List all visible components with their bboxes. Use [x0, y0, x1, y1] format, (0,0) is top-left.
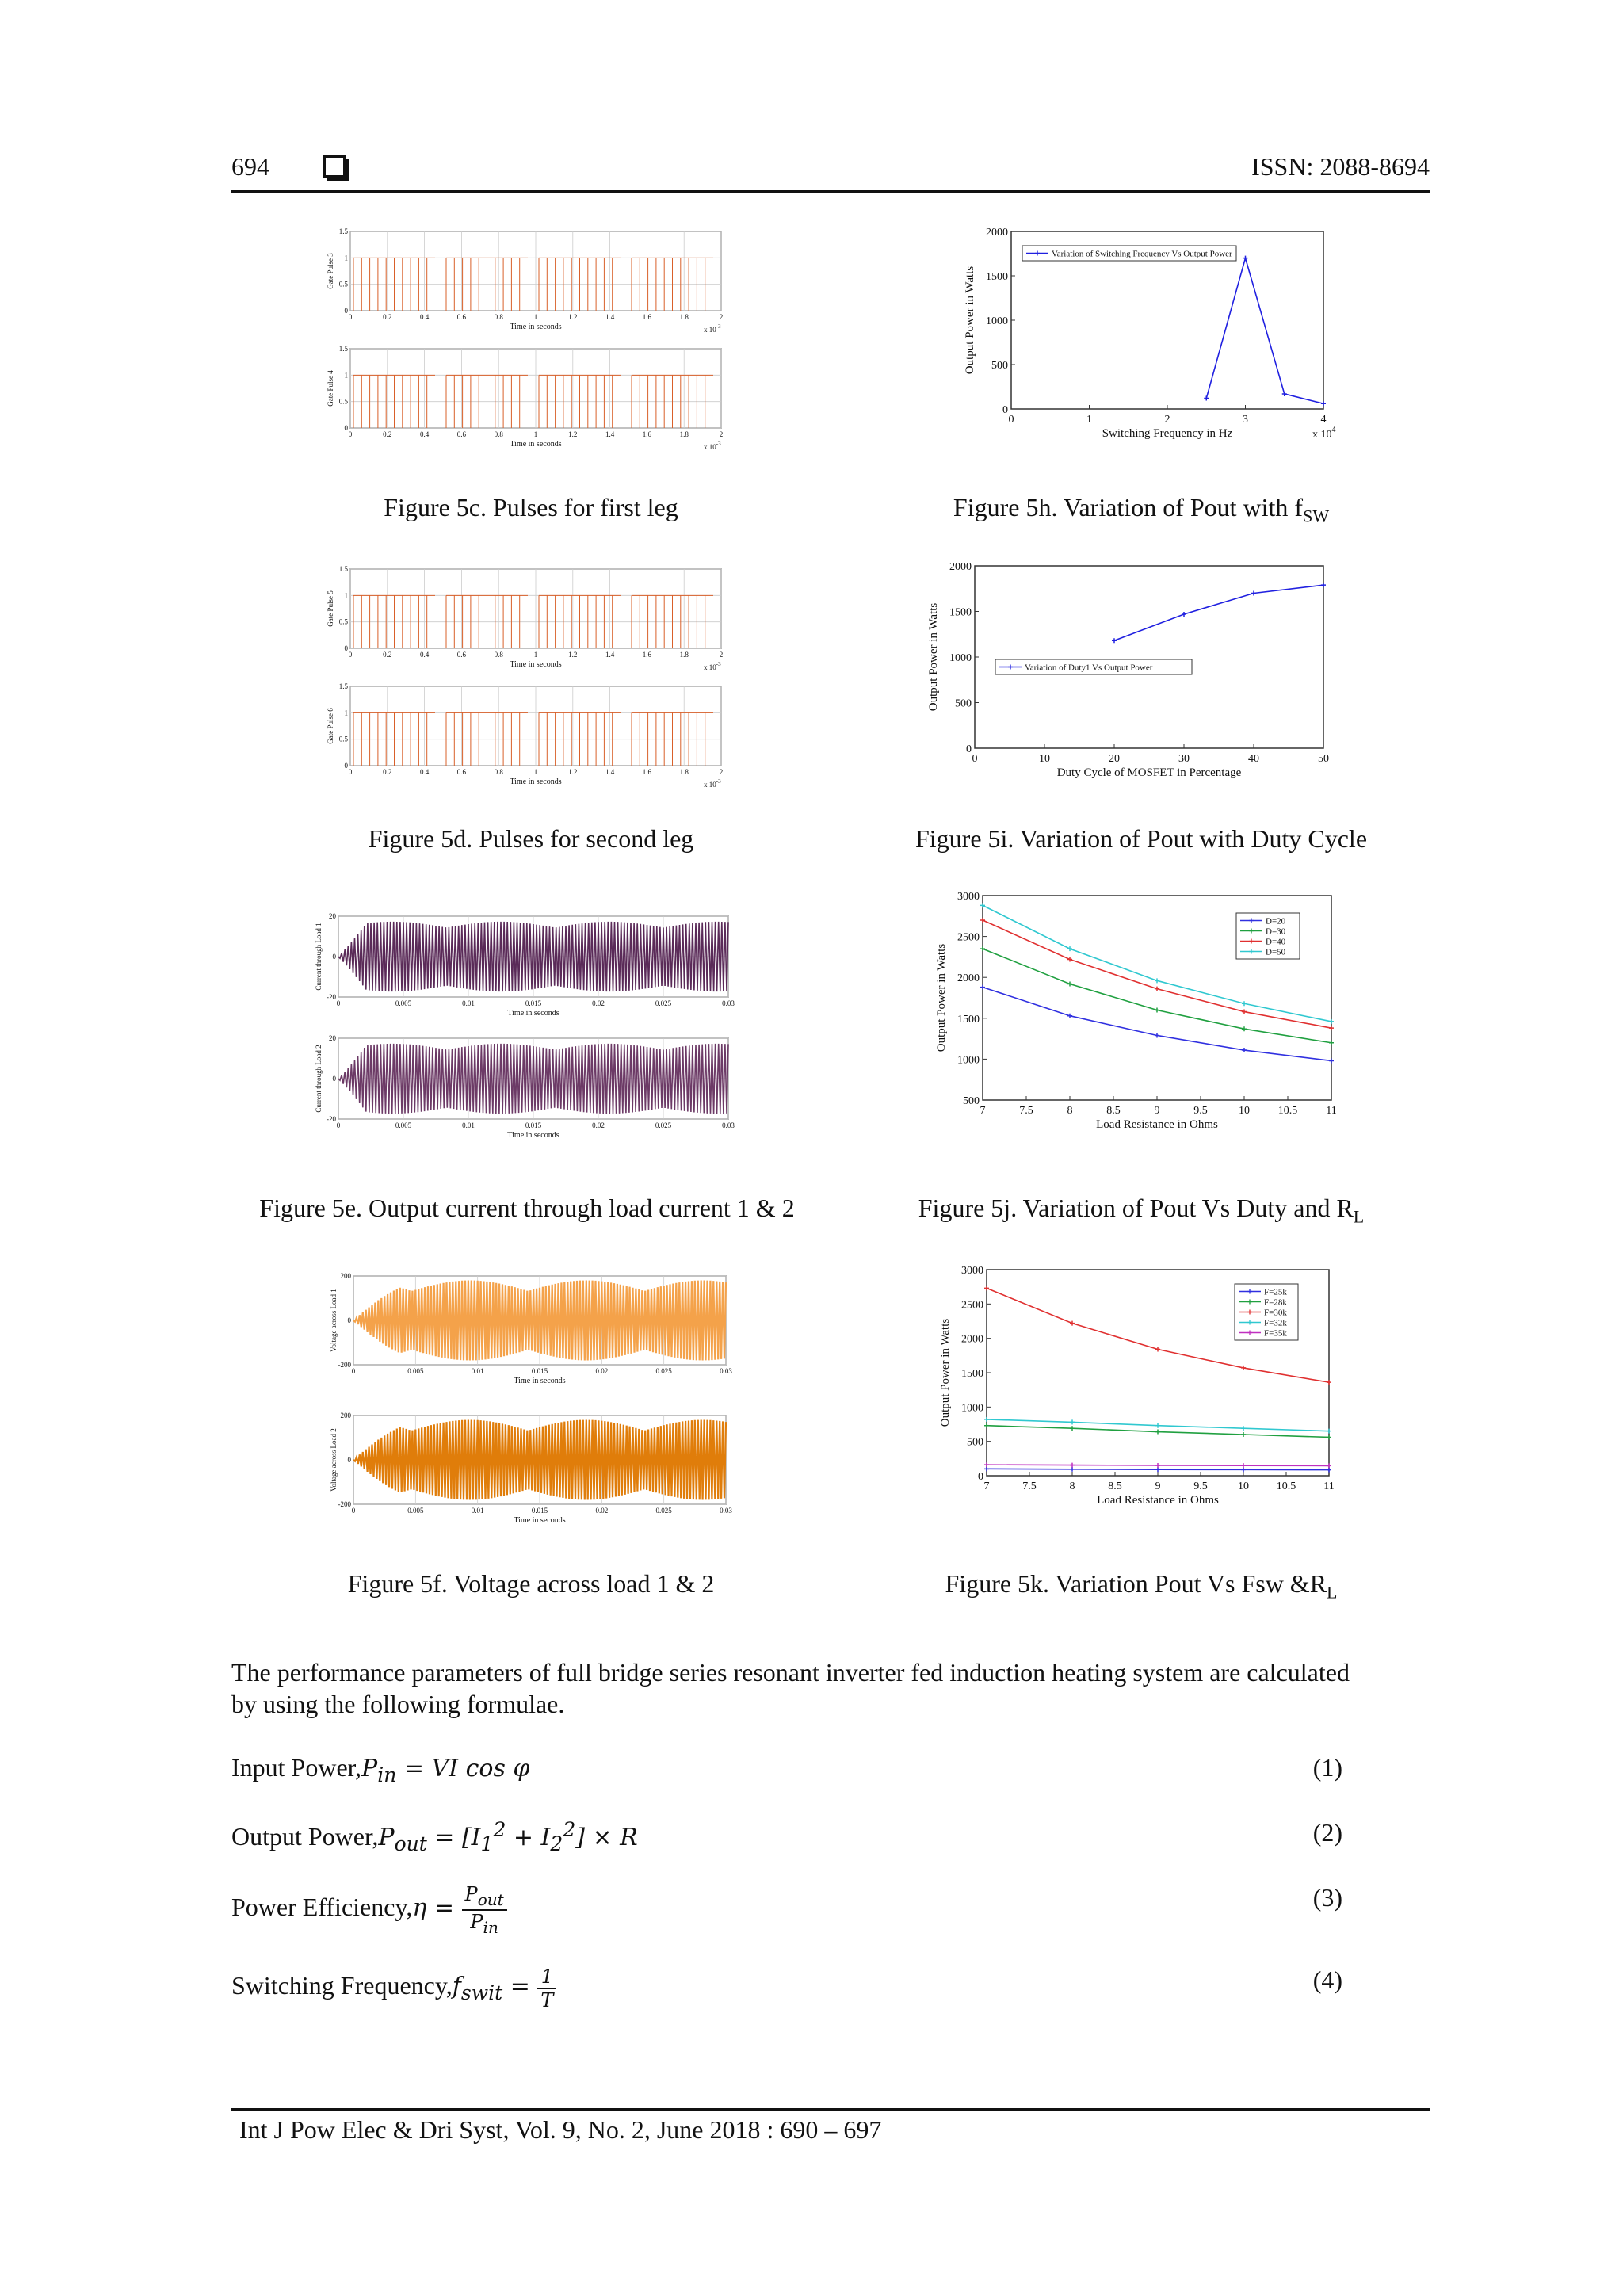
chart-5k [927, 1260, 1355, 1522]
caption-5j [880, 1194, 1403, 1227]
x-tick-label: 0 [348, 430, 353, 438]
y-tick-label: 2000 [986, 227, 1008, 239]
x-tick-label: 0.2 [383, 768, 392, 776]
caption-5h [903, 493, 1379, 526]
x-tick-label: 50 [1318, 753, 1329, 765]
x-tick-label: 0 [972, 753, 978, 765]
legend-label: F=28k [1264, 1297, 1287, 1308]
caption-5f: Figure 5f. Voltage across load 1 & 2 [347, 1569, 715, 1598]
x-tick-label: 0.025 [655, 999, 672, 1007]
x-tick-label: 9.5 [1193, 1480, 1208, 1492]
x-tick-label: 0.8 [494, 768, 503, 776]
x-tick-label: 1 [533, 313, 538, 321]
y-tick-label: 0 [332, 953, 336, 961]
legend-label: D=20 [1266, 916, 1286, 926]
y-axis-label: Gate Pulse 4 [327, 370, 334, 407]
caption-5j-sub: L [1353, 1206, 1365, 1227]
x-tick-label: 1.4 [605, 768, 615, 776]
x-tick-label: 0.02 [592, 999, 605, 1007]
equation-3-fraction: $\frac{P_{out}}{P_{in}}$ [462, 1883, 507, 1937]
page-header [231, 152, 1430, 193]
caption-5k-main: Figure 5k. Variation Pout Vs Fsw &R [945, 1569, 1327, 1598]
x-tick-label: 1.4 [605, 430, 615, 438]
equation-1 [231, 1753, 1342, 1786]
figure-5j [927, 886, 1355, 1140]
y-tick-label: 1.5 [338, 565, 348, 573]
y-tick-label: 1500 [957, 1013, 980, 1026]
y-axis-label: Output Power in Watts [964, 266, 976, 375]
x-tick-label: 0.6 [456, 651, 467, 659]
equation-2-label: Output Power, [231, 1822, 379, 1851]
y-tick-label: 1 [344, 709, 348, 717]
figure-5e [313, 888, 741, 1149]
x-tick-label: 0.005 [407, 1507, 424, 1515]
y-axis-label: Gate Pulse 6 [327, 708, 334, 744]
x-axis-label: Time in seconds [514, 1516, 566, 1525]
x-tick-label: 30 [1178, 753, 1190, 765]
y-tick-label: 200 [340, 1272, 351, 1280]
x-tick-label: 0.02 [592, 1121, 605, 1129]
x-tick-label: 0.015 [531, 1367, 548, 1375]
x-tick-label: 0 [351, 1507, 356, 1515]
y-tick-label: 0 [344, 762, 348, 770]
y-tick-label: 2000 [957, 972, 980, 985]
equation-4-fraction: $\frac{1}{T}$ [537, 1966, 556, 2011]
y-axis-label: Current through Load 2 [315, 1045, 323, 1113]
y-tick-label: 3000 [961, 1265, 983, 1277]
x-multiplier: x $10^{-3}$ [704, 778, 721, 789]
y-tick-label: 0.5 [338, 280, 348, 288]
equation-4-number: (4) [1312, 1966, 1342, 1994]
x-tick-label: 0 [351, 1367, 356, 1375]
x-tick-label: 1.2 [568, 768, 578, 776]
y-tick-label: 500 [955, 697, 972, 710]
x-tick-label: 4 [1320, 414, 1327, 426]
x-tick-label: 1.8 [679, 768, 689, 776]
equation-4-formula: $f_{swit}$ = [452, 1973, 538, 2005]
y-tick-label: 2000 [949, 561, 972, 573]
issn: ISSN: 2088-8694 [1251, 152, 1430, 181]
x-tick-label: 0.4 [419, 651, 430, 659]
x-tick-label: 7.5 [1022, 1480, 1037, 1492]
body-paragraph: The performance parameters of full bridge series resonant inverter fed induction heating system are calculated by using the following formulae. [231, 1658, 1350, 1718]
x-tick-label: 0.015 [525, 1121, 542, 1129]
y-tick-label: 500 [967, 1436, 983, 1449]
x-tick-label: 10 [1039, 753, 1050, 765]
figure-5k [927, 1260, 1355, 1522]
y-tick-label: 0.5 [338, 397, 348, 406]
equation-2-number: (2) [1312, 1818, 1342, 1847]
y-tick-label: 1 [344, 254, 348, 262]
equation-1-label: Input Power, [231, 1753, 362, 1782]
y-tick-label: 500 [963, 1095, 980, 1107]
equation-1-number: (1) [1312, 1753, 1342, 1782]
x-tick-label: 0.025 [655, 1507, 672, 1515]
x-tick-label: 0.6 [456, 768, 467, 776]
y-tick-label: 0 [344, 424, 348, 432]
x-tick-label: 1.4 [605, 651, 615, 659]
page-number: 694 [231, 152, 269, 181]
figure-5c [325, 223, 737, 461]
y-axis-label: Output Power in Watts [935, 943, 948, 1052]
y-tick-label: 1.5 [338, 682, 348, 690]
x-axis-label: Time in seconds [510, 323, 562, 331]
legend-label: D=30 [1266, 926, 1286, 937]
x-tick-label: 0.005 [395, 999, 412, 1007]
x-tick-label: 3 [1243, 414, 1248, 426]
y-tick-label: 3000 [957, 891, 980, 903]
x-multiplier: x $10^4$ [1312, 426, 1336, 441]
x-tick-label: 1.6 [642, 651, 652, 659]
y-tick-label: 20 [329, 912, 336, 920]
x-tick-label: 2 [1164, 414, 1170, 426]
x-tick-label: 0.03 [720, 1367, 732, 1375]
caption-5c: Figure 5c. Pulses for first leg [384, 493, 678, 521]
y-tick-label: 1500 [961, 1368, 983, 1380]
y-axis-label: Current through Load 1 [315, 923, 323, 991]
figure-5f [325, 1268, 737, 1530]
y-axis-label: Voltage across Load 2 [330, 1428, 338, 1492]
y-axis-label: Output Power in Watts [939, 1318, 952, 1427]
x-tick-label: 0.6 [456, 313, 467, 321]
x-tick-label: 1.6 [642, 313, 652, 321]
figure-5d-plot [325, 561, 737, 799]
x-tick-label: 0.01 [471, 1507, 484, 1515]
y-tick-label: 200 [340, 1412, 351, 1419]
x-tick-label: 1 [533, 430, 538, 438]
figure-5c-plot [325, 223, 737, 461]
y-tick-label: -20 [327, 1115, 336, 1123]
x-tick-label: 0.02 [595, 1507, 609, 1515]
x-tick-label: 0.015 [525, 999, 542, 1007]
legend-label: D=50 [1266, 947, 1286, 957]
x-axis-label: Time in seconds [507, 1131, 559, 1140]
x-tick-label: 0.2 [383, 651, 392, 659]
y-tick-label: 0 [332, 1075, 336, 1083]
x-tick-label: 0 [348, 651, 353, 659]
x-axis-label: Time in seconds [510, 777, 562, 786]
y-tick-label: 0 [344, 307, 348, 315]
x-tick-label: 1 [1086, 414, 1092, 426]
x-tick-label: 0.005 [395, 1121, 412, 1129]
y-axis-label: Gate Pulse 3 [327, 253, 334, 289]
figure-5f-plot [325, 1268, 737, 1530]
legend-label: Variation of Switching Frequency Vs Output Power [1052, 249, 1232, 259]
x-tick-label: 0 [336, 999, 341, 1007]
y-tick-label: 1 [344, 591, 348, 600]
x-tick-label: 7 [983, 1480, 990, 1492]
figure-5e-plot [313, 888, 741, 1149]
x-tick-label: 1.4 [605, 313, 615, 321]
x-tick-label: 0.2 [383, 430, 392, 438]
x-tick-label: 1.2 [568, 313, 578, 321]
legend-label: Variation of Duty1 Vs Output Power [1025, 663, 1153, 673]
x-tick-label: 1.8 [679, 313, 689, 321]
x-multiplier: x $10^{-3}$ [704, 323, 721, 334]
y-tick-label: 500 [991, 360, 1008, 372]
y-axis-label: Output Power in Watts [927, 602, 940, 712]
x-tick-label: 0 [1008, 414, 1014, 426]
y-tick-label: 1 [344, 371, 348, 380]
x-tick-label: 0.005 [407, 1367, 424, 1375]
x-tick-label: 0.01 [462, 999, 475, 1007]
y-tick-label: 0.5 [338, 735, 348, 743]
caption-5i: Figure 5i. Variation of Pout with Duty Cycle [915, 824, 1368, 853]
x-tick-label: 1.8 [679, 430, 689, 438]
x-tick-label: 0.01 [462, 1121, 475, 1129]
legend-label: F=25k [1264, 1287, 1287, 1297]
x-tick-label: 2 [719, 430, 724, 438]
y-tick-label: -20 [327, 993, 336, 1001]
caption-5h-sub: SW [1303, 506, 1330, 526]
x-tick-label: 8 [1067, 1105, 1073, 1117]
y-tick-label: 1.5 [338, 227, 348, 235]
y-axis-label: Voltage across Load 1 [330, 1289, 338, 1352]
x-tick-label: 8.5 [1108, 1480, 1122, 1492]
x-tick-label: 10.5 [1276, 1480, 1296, 1492]
footer-citation: Int J Pow Elec & Dri Syst, Vol. 9, No. 2, June 2018 : 690 – 697 [239, 2115, 882, 2144]
legend-label: D=40 [1266, 937, 1286, 947]
y-tick-label: 0 [347, 1316, 351, 1324]
x-tick-label: 0 [336, 1121, 341, 1129]
x-tick-label: 0.6 [456, 430, 467, 438]
x-axis-label: Time in seconds [514, 1377, 566, 1385]
x-axis-label: Time in seconds [510, 660, 562, 669]
x-tick-label: 0.015 [531, 1507, 548, 1515]
x-tick-label: 10.5 [1277, 1105, 1298, 1117]
checkbox-icon [323, 155, 346, 178]
x-tick-label: 1 [533, 768, 538, 776]
equation-3-formula: η = [412, 1894, 462, 1923]
y-tick-label: 2000 [961, 1333, 983, 1346]
y-tick-label: 0 [978, 1471, 983, 1483]
x-axis-label: Load Resistance in Ohms [1096, 1118, 1218, 1131]
x-tick-label: 0.4 [419, 313, 430, 321]
equation-2 [231, 1818, 1342, 1855]
x-tick-label: 0.03 [722, 999, 735, 1007]
equation-3 [231, 1883, 1342, 1937]
x-tick-label: 7.5 [1019, 1105, 1033, 1117]
x-tick-label: 40 [1248, 753, 1259, 765]
x-tick-label: 9 [1154, 1105, 1160, 1117]
y-tick-label: 1500 [949, 606, 972, 619]
x-axis-label: Switching Frequency in Hz [1102, 427, 1233, 440]
x-tick-label: 0.01 [471, 1367, 484, 1375]
x-tick-label: 0 [348, 768, 353, 776]
chart-5h [927, 222, 1355, 460]
x-tick-label: 0.4 [419, 430, 430, 438]
equation-4-label: Switching Frequency, [231, 1971, 453, 2000]
x-tick-label: 2 [719, 651, 724, 659]
y-tick-label: -200 [338, 1361, 351, 1369]
x-tick-label: 0.8 [494, 313, 503, 321]
x-axis-label: Time in seconds [510, 440, 562, 449]
legend-label: F=32k [1264, 1318, 1287, 1328]
x-tick-label: 9.5 [1193, 1105, 1208, 1117]
equation-4 [231, 1966, 1342, 2011]
x-tick-label: 0 [348, 313, 353, 321]
caption-5d: Figure 5d. Pulses for second leg [368, 824, 694, 853]
x-tick-label: 0.02 [595, 1367, 609, 1375]
y-tick-label: 1.5 [338, 345, 348, 353]
x-tick-label: 2 [719, 313, 724, 321]
y-tick-label: 0 [347, 1456, 351, 1464]
x-tick-label: 0.025 [655, 1367, 672, 1375]
x-tick-label: 0.03 [722, 1121, 735, 1129]
page-footer [231, 2108, 1430, 2145]
x-tick-label: 1 [533, 651, 538, 659]
figure-5d [325, 561, 737, 799]
y-tick-label: -200 [338, 1500, 351, 1508]
x-tick-label: 0.8 [494, 430, 503, 438]
plot-frame [975, 566, 1323, 748]
figure-5h [927, 222, 1355, 460]
y-tick-label: 1000 [961, 1402, 983, 1415]
y-tick-label: 1000 [957, 1054, 980, 1067]
y-tick-label: 20 [329, 1034, 336, 1042]
x-tick-label: 11 [1326, 1105, 1337, 1117]
x-axis-label: Duty Cycle of MOSFET in Percentage [1056, 766, 1242, 779]
x-axis-label: Load Resistance in Ohms [1097, 1494, 1219, 1507]
x-tick-label: 1.6 [642, 768, 652, 776]
x-multiplier: x $10^{-3}$ [704, 441, 721, 451]
x-tick-label: 9 [1155, 1480, 1161, 1492]
x-tick-label: 1.2 [568, 430, 578, 438]
figure-5i [927, 556, 1355, 794]
y-tick-label: 0 [344, 644, 348, 652]
equation-1-formula: $P_{in}$ = VI cos φ [361, 1755, 530, 1786]
y-tick-label: 1000 [986, 315, 1008, 327]
x-tick-label: 2 [719, 768, 724, 776]
x-axis-label: Time in seconds [507, 1009, 559, 1018]
x-tick-label: 8.5 [1106, 1105, 1121, 1117]
y-tick-label: 1500 [986, 271, 1008, 283]
x-tick-label: 0.8 [494, 651, 503, 659]
caption-5k-sub: L [1327, 1582, 1338, 1603]
legend-label: F=30k [1264, 1308, 1287, 1318]
x-tick-label: 0.4 [419, 768, 430, 776]
y-tick-label: 0.5 [338, 617, 348, 626]
chart-5j [927, 886, 1355, 1140]
equation-3-label: Power Efficiency, [231, 1893, 413, 1922]
x-tick-label: 0.025 [655, 1121, 672, 1129]
x-tick-label: 10 [1239, 1105, 1250, 1117]
y-axis-label: Gate Pulse 5 [327, 590, 334, 627]
x-tick-label: 0.03 [720, 1507, 732, 1515]
x-tick-label: 1.6 [642, 430, 652, 438]
equation-2-formula: $P_{out} = [I_1^2 + I_2^2] \times R$ [378, 1818, 638, 1855]
equation-3-number: (3) [1312, 1883, 1342, 1912]
chart-5i [927, 556, 1355, 794]
x-tick-label: 20 [1109, 753, 1120, 765]
caption-5h-main: Figure 5h. Variation of Pout with f [953, 493, 1304, 521]
y-tick-label: 2500 [961, 1299, 983, 1312]
x-tick-label: 1.8 [679, 651, 689, 659]
x-tick-label: 7 [980, 1105, 986, 1117]
legend-label: F=35k [1264, 1328, 1287, 1339]
x-tick-label: 1.2 [568, 651, 578, 659]
x-tick-label: 0.2 [383, 313, 392, 321]
y-tick-label: 1000 [949, 652, 972, 664]
y-tick-label: 2500 [957, 931, 980, 944]
y-tick-label: 0 [966, 743, 972, 755]
y-tick-label: 0 [1002, 404, 1008, 416]
x-tick-label: 8 [1069, 1480, 1075, 1492]
caption-5e: Figure 5e. Output current through load current 1 & 2 [259, 1194, 795, 1222]
x-tick-label: 10 [1238, 1480, 1249, 1492]
caption-5j-main: Figure 5j. Variation of Pout Vs Duty and R [918, 1194, 1354, 1222]
x-tick-label: 11 [1323, 1480, 1335, 1492]
x-multiplier: x $10^{-3}$ [704, 661, 721, 671]
caption-5k [903, 1569, 1379, 1603]
